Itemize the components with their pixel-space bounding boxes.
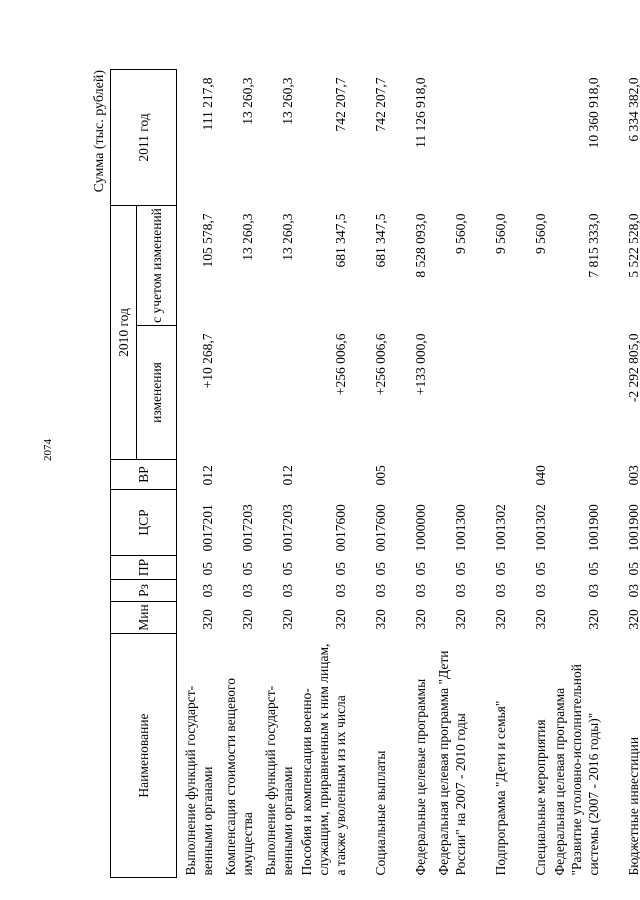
row-pr: 05 [199, 562, 215, 576]
row-changes: -2 292 805,0 [625, 333, 640, 403]
row-changes: +133 000,0 [412, 333, 428, 396]
row-name: Выполнение функций государст-венными органами [262, 685, 295, 876]
row-min: 320 [492, 609, 508, 630]
row-rz: 03 [372, 584, 388, 598]
row-min: 320 [279, 609, 295, 630]
row-with-changes: 9 560,0 [452, 213, 468, 254]
row-rz: 03 [532, 584, 548, 598]
row-csr: 0017201 [199, 504, 215, 552]
row-rz: 03 [492, 584, 508, 598]
row-changes [257, 326, 297, 460]
header-min: Мин [111, 602, 177, 634]
row-pr: 05 [492, 562, 508, 576]
row-min: 320 [199, 609, 215, 630]
table-row [350, 70, 390, 878]
row-changes [510, 326, 550, 460]
row-2011 [510, 70, 550, 206]
row-min: 320 [532, 609, 548, 630]
row-name: Социальные выплаты [372, 750, 388, 876]
rotated-page [92, 70, 640, 878]
row-rz: 03 [412, 584, 428, 598]
row-min: 320 [239, 609, 255, 630]
row-csr: 1001302 [532, 504, 548, 552]
row-name: Подпрограмма "Дети и семья" [492, 700, 508, 876]
row-with-changes: 9 560,0 [532, 213, 548, 254]
table-row [550, 70, 603, 878]
row-pr: 05 [239, 562, 255, 576]
row-csr: 1000000 [412, 504, 428, 552]
header-rz: Рз [111, 580, 177, 602]
row-csr: 1001900 [625, 504, 640, 552]
row-vr: 005 [372, 465, 388, 486]
row-vr [390, 460, 430, 490]
table-row [603, 70, 640, 878]
header-year-2010: 2010 год [111, 206, 137, 460]
row-min: 320 [585, 609, 601, 630]
row-pr: 05 [279, 562, 295, 576]
header-name: Наименование [111, 634, 177, 878]
row-with-changes: 13 260,3 [239, 213, 255, 261]
row-name: Федеральная целевая программа "Развитие уголовно-исполнительной системы (2007 - 2016 годы)" [551, 664, 601, 876]
row-pr: 05 [332, 562, 348, 576]
row-csr: 0017203 [239, 504, 255, 552]
row-rz: 03 [452, 584, 468, 598]
row-name: Выполнение функций государст-венными органами [182, 685, 215, 876]
row-with-changes: 13 260,3 [279, 213, 295, 261]
row-min: 320 [452, 609, 468, 630]
row-vr: 003 [625, 465, 640, 486]
row-pr: 05 [452, 562, 468, 576]
row-2011 [430, 70, 470, 206]
row-min: 320 [372, 609, 388, 630]
row-changes [217, 326, 257, 460]
row-name: Федеральные целевые программы [412, 678, 428, 876]
row-pr: 05 [372, 562, 388, 576]
row-rz: 03 [279, 584, 295, 598]
row-2011: 6 334 382,0 [625, 77, 640, 142]
row-pr: 05 [625, 562, 640, 576]
row-pr: 05 [532, 562, 548, 576]
row-with-changes: 7 815 333,0 [585, 213, 601, 278]
row-with-changes: 105 578,7 [199, 213, 215, 268]
row-csr: 0017600 [372, 504, 388, 552]
header-vr: ВР [111, 460, 177, 490]
row-rz: 03 [199, 584, 215, 598]
header-with-changes: с учетом изменений [137, 206, 177, 326]
row-csr: 0017600 [332, 504, 348, 552]
row-vr: 012 [279, 465, 295, 486]
row-changes: +10 268,7 [199, 333, 215, 389]
row-min: 320 [412, 609, 428, 630]
table-row [217, 70, 257, 878]
row-2011: 742 207,7 [332, 77, 348, 132]
header-pr: ПР [111, 556, 177, 580]
row-2011: 111 217,8 [199, 77, 215, 131]
row-2011: 742 207,7 [372, 77, 388, 132]
row-vr [550, 460, 603, 490]
row-changes: +256 006,6 [332, 333, 348, 396]
row-with-changes: 5 522 528,0 [625, 213, 640, 278]
row-name: Бюджетные инвестиции [625, 736, 640, 876]
row-pr: 05 [412, 562, 428, 576]
row-vr: 040 [532, 465, 548, 486]
row-rz: 03 [332, 584, 348, 598]
row-csr: 1001300 [452, 504, 468, 552]
row-vr [217, 460, 257, 490]
row-with-changes: 681 347,5 [332, 213, 348, 268]
row-vr [297, 460, 350, 490]
row-2011: 13 260,3 [279, 77, 295, 125]
row-changes: +256 006,6 [372, 333, 388, 396]
row-vr: 012 [199, 465, 215, 486]
row-csr: 1001302 [492, 504, 508, 552]
row-2011: 13 260,3 [239, 77, 255, 125]
row-min: 320 [332, 609, 348, 630]
row-changes [470, 326, 510, 460]
row-with-changes: 8 528 093,0 [412, 213, 428, 278]
row-2011: 11 126 918,0 [412, 77, 428, 148]
header-csr: ЦСР [111, 490, 177, 556]
row-rz: 03 [239, 584, 255, 598]
row-name: Специальные мероприятия [532, 719, 548, 876]
budget-table [110, 69, 640, 878]
header-changes: изменения [137, 326, 177, 460]
table-row [390, 70, 430, 878]
row-vr [430, 460, 470, 490]
row-with-changes: 9 560,0 [492, 213, 508, 254]
row-vr [470, 460, 510, 490]
table-body [177, 70, 640, 878]
row-changes [550, 326, 603, 460]
row-rz: 03 [585, 584, 601, 598]
row-csr: 0017203 [279, 504, 295, 552]
row-name: Пособия и компенсации военно-служащим, приравненным к ним лицам, а также уволенным из их числа [298, 643, 348, 876]
row-2011 [470, 70, 510, 206]
table-row [177, 70, 217, 878]
row-name: Федеральная целевая программа "Дети России" на 2007 - 2010 годы [435, 650, 468, 876]
table-row [470, 70, 510, 878]
row-with-changes: 681 347,5 [372, 213, 388, 268]
header-year-2011: 2011 год [111, 70, 177, 206]
row-changes [430, 326, 470, 460]
table-row [510, 70, 550, 878]
row-rz: 03 [625, 584, 640, 598]
unit-note: Сумма (тыс. рублей) [92, 70, 107, 193]
row-min: 320 [625, 609, 640, 630]
table-row [430, 70, 470, 878]
table-row [257, 70, 297, 878]
row-pr: 05 [585, 562, 601, 576]
row-2011: 10 360 918,0 [585, 77, 601, 149]
row-name: Компенсация стоимости вещевого имущества [222, 678, 255, 876]
row-csr: 1001900 [585, 504, 601, 552]
page-number: 2074 [42, 439, 54, 461]
table-row [297, 70, 350, 878]
